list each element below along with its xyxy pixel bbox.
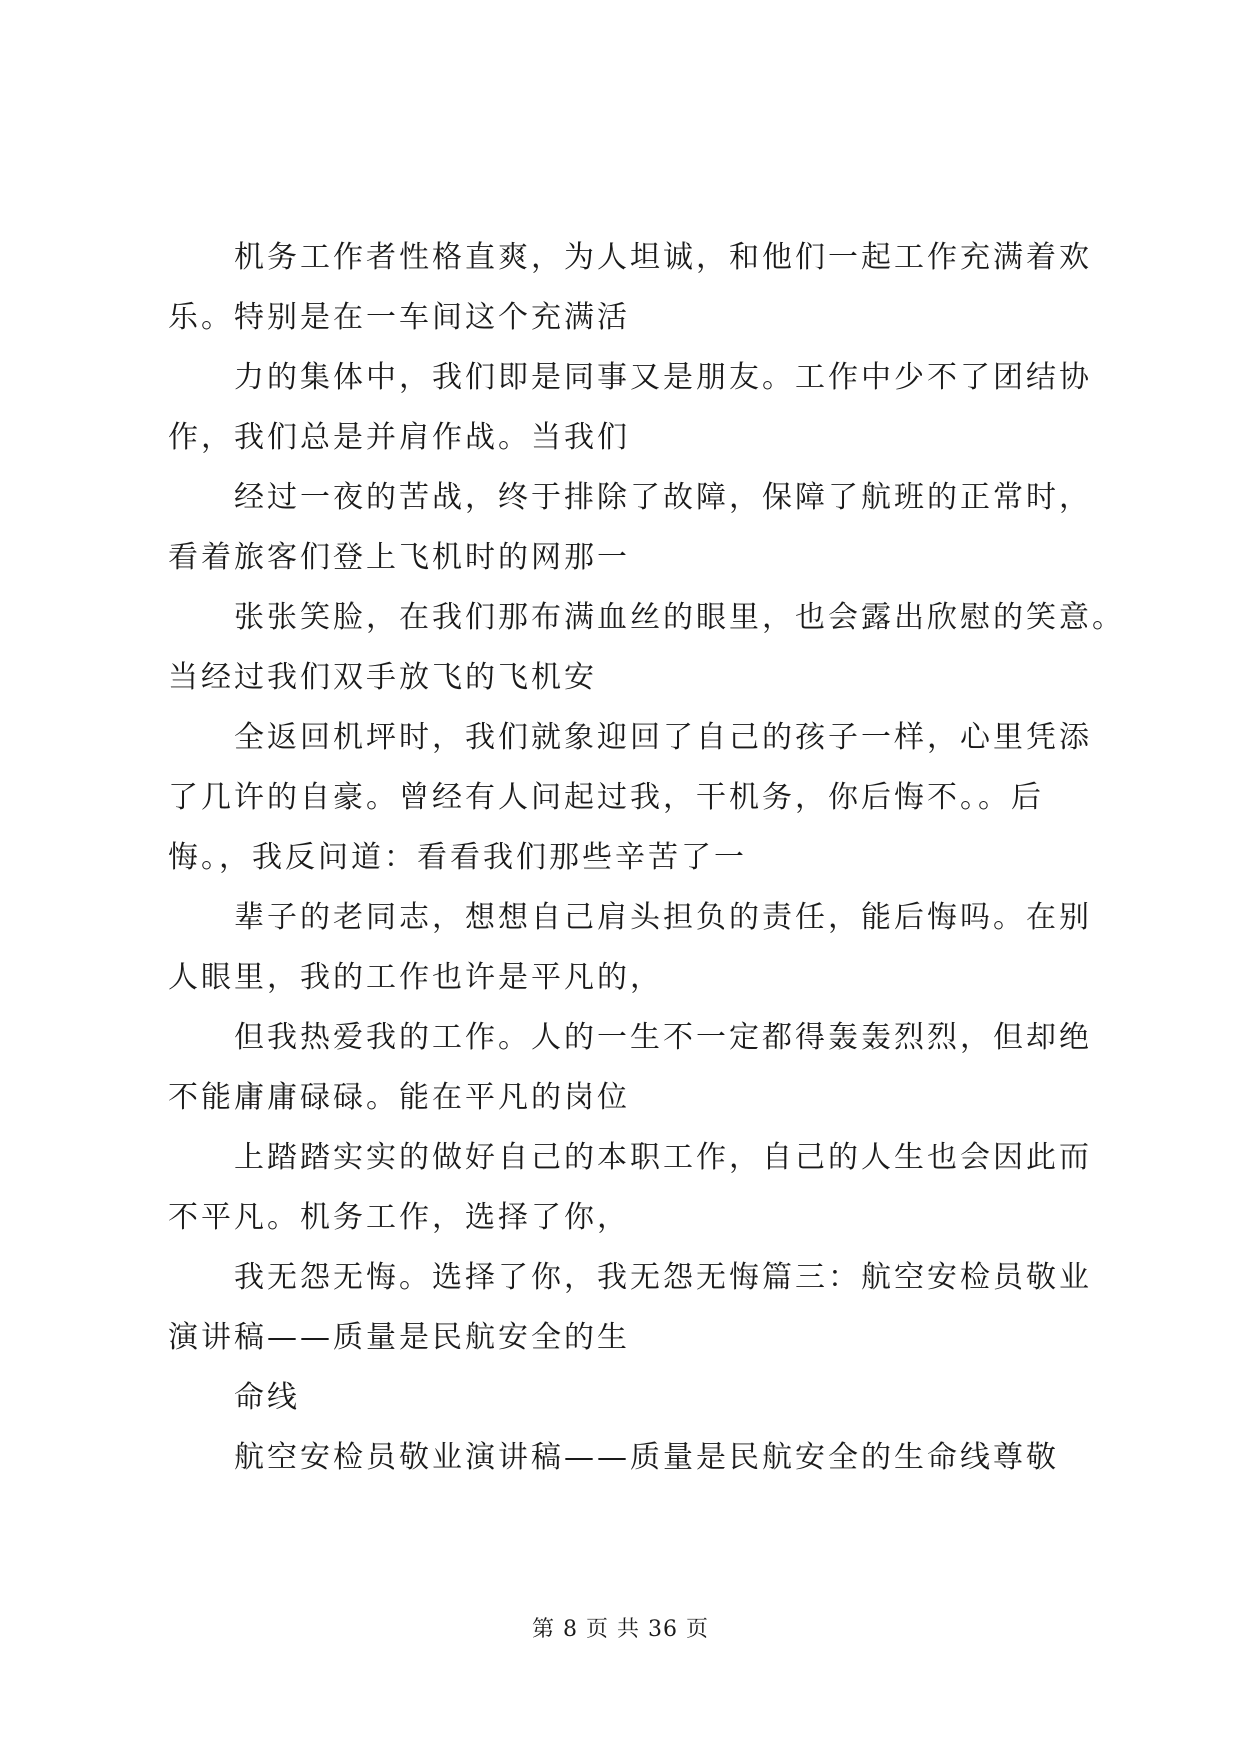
paragraph-line: 作，我们总是并肩作战。当我们 — [168, 420, 630, 455]
paragraph-line: 但我热爱我的工作。人的一生不一定都得轰轰烈烈，但却绝 — [234, 1020, 1092, 1055]
paragraph — [168, 348, 1092, 468]
paragraph-line: 机务工作者性格直爽，为人坦诚，和他们一起工作充满着欢 — [234, 240, 1092, 275]
paragraph-line: 全返回机坪时，我们就象迎回了自己的孩子一样，心里凭添 — [234, 720, 1092, 755]
paragraph — [168, 1368, 1088, 1428]
paragraph-line: 了几许的自豪。曾经有人问起过我，干机务，你后悔不。。后 — [168, 780, 1044, 815]
page-number-footer: 第 8 页 共 36 页 — [532, 1617, 709, 1642]
paragraph — [168, 708, 1092, 888]
paragraph-line: 悔。，我反问道：看看我们那些辛苦了一 — [168, 840, 747, 875]
paragraph-line: 看着旅客们登上飞机时的网那一 — [168, 540, 630, 575]
paragraph — [168, 1128, 1092, 1248]
paragraph-line: 我无怨无悔。选择了你，我无怨无悔篇三：航空安检员敬业 — [234, 1260, 1092, 1295]
paragraph — [168, 1248, 1092, 1368]
paragraph-line: 人眼里，我的工作也许是平凡的， — [168, 960, 663, 995]
paragraph — [168, 228, 1092, 348]
document-body — [168, 228, 1125, 1488]
paragraph-line: 命线 — [234, 1380, 300, 1415]
paragraph — [168, 468, 1092, 588]
paragraph — [168, 588, 1125, 708]
paragraph — [168, 1428, 1088, 1488]
paragraph — [168, 1008, 1092, 1128]
paragraph-line: 不能庸庸碌碌。能在平凡的岗位 — [168, 1080, 630, 1115]
paragraph-line: 辈子的老同志，想想自己肩头担负的责任，能后悔吗。在别 — [234, 900, 1092, 935]
paragraph-line: 航空安检员敬业演讲稿——质量是民航安全的生命线尊敬 — [234, 1440, 1059, 1475]
paragraph-line: 上踏踏实实的做好自己的本职工作，自己的人生也会因此而 — [234, 1140, 1092, 1175]
paragraph-line: 不平凡。机务工作，选择了你， — [168, 1200, 630, 1235]
paragraph-line: 乐。特别是在一车间这个充满活 — [168, 300, 630, 335]
paragraph-line: 演讲稿——质量是民航安全的生 — [168, 1320, 630, 1355]
paragraph-line: 当经过我们双手放飞的飞机安 — [168, 660, 597, 695]
paragraph — [168, 888, 1092, 1008]
paragraph-line: 经过一夜的苦战，终于排除了故障，保障了航班的正常时， — [234, 480, 1092, 515]
paragraph-line: 力的集体中，我们即是同事又是朋友。工作中少不了团结协 — [234, 360, 1092, 395]
paragraph-line: 张张笑脸，在我们那布满血丝的眼里，也会露出欣慰的笑意。 — [234, 600, 1125, 635]
